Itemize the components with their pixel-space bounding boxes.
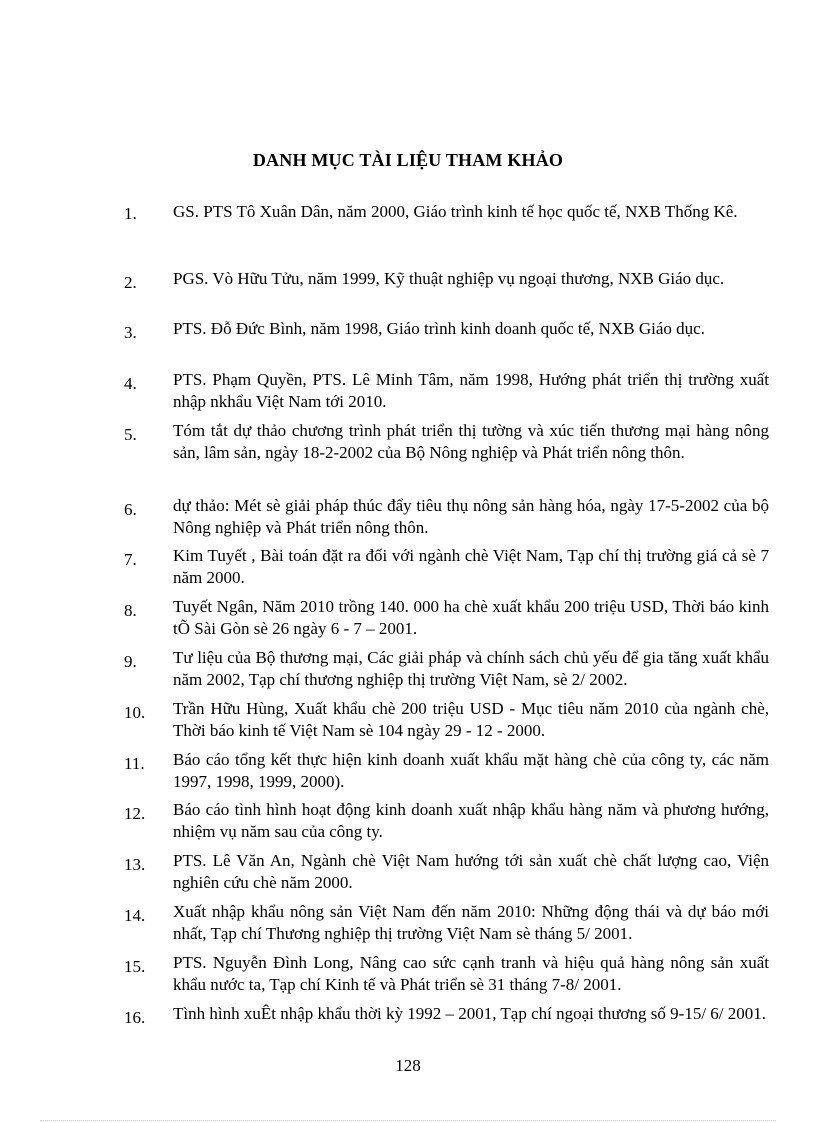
reference-number: 14. bbox=[124, 906, 146, 925]
reference-text: PTS. Lê Văn An, Ngành chè Việt Nam hướng tới sản xuất chè chất lượng cao, Viện nghiên cứu chè năm 2000. bbox=[173, 851, 769, 892]
reference-number: 15. bbox=[124, 957, 146, 976]
reference-text: Báo cáo tổng kết thực hiện kinh doanh xuất khẩu mặt hàng chè của công ty, các năm 1997, 1998, 1999, 2000). bbox=[173, 750, 769, 791]
reference-number: 11. bbox=[124, 754, 145, 773]
reference-text: Tuyết Ngân, Năm 2010 trồng 140. 000 ha chè xuất khẩu 200 triệu USD, Thời báo kinh tÕ Sài Gòn sè 26 ngày 6 - 7 – 2001. bbox=[173, 597, 769, 638]
reference-number: 5. bbox=[124, 425, 137, 444]
reference-number: 16. bbox=[124, 1008, 146, 1027]
reference-number: 2. bbox=[124, 273, 137, 292]
reference-text: dự thảo: Mét sè giải pháp thúc đẩy tiêu thụ nông sản hàng hóa, ngày 17-5-2002 của bộ Nông nghiệp và Phát triển nông thôn. bbox=[173, 496, 769, 537]
page-title: DANH MỤC TÀI LIỆU THAM KHẢO bbox=[252, 150, 564, 170]
reference-number: 3. bbox=[124, 323, 137, 342]
reference-text: PTS. Phạm Quyền, PTS. Lê Minh Tâm, năm 1998, Hướng phát triển thị trường xuất nhập nkhẩu Việt Nam tới 2010. bbox=[173, 370, 769, 411]
footer-divider bbox=[40, 1120, 776, 1121]
reference-text: PGS. Vò Hữu Tửu, năm 1999, Kỹ thuật nghiệp vụ ngoại thương, NXB Giáo dục. bbox=[173, 269, 725, 288]
reference-text: Kim Tuyết , Bài toán đặt ra đối với ngành chè Việt Nam, Tạp chí thị trường giá cả sè 7 năm 2000. bbox=[173, 546, 769, 587]
page-number: 128 bbox=[395, 1056, 421, 1075]
reference-number: 10. bbox=[124, 703, 146, 722]
reference-number: 8. bbox=[124, 601, 137, 620]
reference-number: 7. bbox=[124, 550, 137, 569]
reference-number: 1. bbox=[124, 204, 137, 223]
reference-text: PTS. Đỗ Đức Bình, năm 1998, Giáo trình kinh doanh quốc tế, NXB Giáo dục. bbox=[173, 319, 705, 338]
reference-number: 9. bbox=[124, 652, 137, 671]
reference-text: Xuất nhập khẩu nông sản Việt Nam đến năm 2010: Những động thái và dự báo mới nhất, Tạp chí Thương nghiệp thị trường Việt Nam sè tháng 5/ 2001. bbox=[173, 902, 769, 943]
reference-text: Tình hình xuÊt nhập khẩu thời kỳ 1992 – 2001, Tạp chí ngoại thương số 9-15/ 6/ 2001. bbox=[173, 1004, 767, 1023]
reference-text: Báo cáo tình hình hoạt động kinh doanh xuất nhập khẩu hàng năm và phương hướng, nhiệm vụ năm sau của công ty. bbox=[173, 800, 769, 841]
reference-text: GS. PTS Tô Xuân Dân, năm 2000, Giáo trình kinh tế học quốc tế, NXB Thống Kê. bbox=[173, 202, 738, 221]
reference-number: 6. bbox=[124, 500, 137, 519]
reference-text: Trần Hữu Hùng, Xuất khẩu chè 200 triệu USD - Mục tiêu năm 2010 của ngành chè, Thời báo kinh tế Việt Nam sè 104 ngày 29 - 12 - 2000. bbox=[173, 699, 769, 740]
reference-text: PTS. Nguyễn Đình Long, Nâng cao sức cạnh tranh và hiệu quả hàng nông sản xuất khẩu nước ta, Tạp chí Kinh tế và Phát triển sè 31 tháng 7-8/ 2001. bbox=[173, 953, 769, 994]
reference-text: Tóm tắt dự thảo chương trình phát triển thị tường và xúc tiến thương mại hàng nông sản, lâm sản, ngày 18-2-2002 của Bộ Nông nghiệp và Phát triển nông thôn. bbox=[173, 421, 769, 462]
reference-number: 4. bbox=[124, 374, 137, 393]
reference-number: 12. bbox=[124, 804, 146, 823]
reference-text: Tư liệu của Bộ thương mại, Các giải pháp và chính sách chủ yếu để gia tăng xuất khẩu năm 2002, Tạp chí thương nghiệp thị trường Việt Nam, sè 2/ 2002. bbox=[173, 648, 769, 689]
reference-number: 13. bbox=[124, 855, 146, 874]
